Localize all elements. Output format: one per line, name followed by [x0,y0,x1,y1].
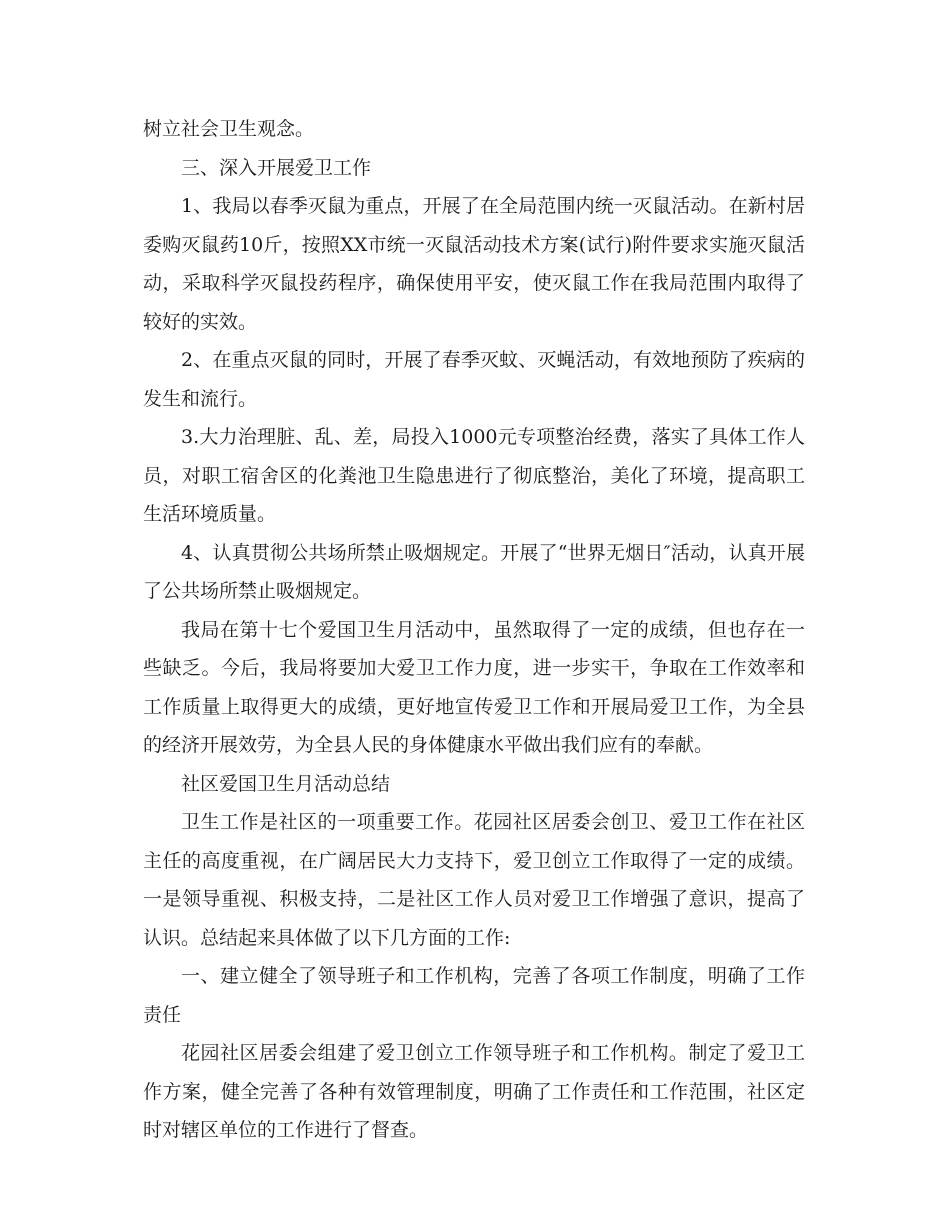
paragraph-sanitation: 3.大力治理脏、乱、差，局投入1000元专项整治经费，落实了具体工作人员，对职工宿舍区的化粪池卫生隐患进行了彻底整治，美化了环境，提高职工生活环境质量。 [143,426,805,525]
paragraph-community-intro: 卫生工作是社区的一项重要工作。花园社区居委会创卫、爱卫工作在社区主任的高度重视，在广阔居民大力支持下，爱卫创立工作取得了一定的成绩。一是领导重视、积极支持，二是社区工作人员对爱卫工作增强了意识，提高了认识。总结起来具体做了以下几方面的工作: [143,811,805,949]
paragraph-1: 树立社会卫生观念。 [143,118,315,140]
section-heading-1: 一、建立健全了领导班子和工作机构，完善了各项工作制度，明确了工作责任 [143,965,805,1026]
paragraph-mosquito-fly-control: 2、在重点灭鼠的同时，开展了春季灭蚊、灭蝇活动，有效地预防了疾病的发生和流行。 [143,349,805,410]
document-body [143,110,805,1150]
section-heading-3: 三、深入开展爱卫工作 [181,156,372,179]
paragraph-rodent-control: 1、我局以春季灭鼠为重点，开展了在全局范围内统一灭鼠活动。在新村居委购灭鼠药10斤，按照XX市统一灭鼠活动技术方案(试行)附件要求实施灭鼠活动，采取科学灭鼠投药程序，确保使用平安，使灭鼠工作在我局范围内取得了较好的实效。 [143,195,805,333]
paragraph-summary: 我局在第十七个爱国卫生月活动中，虽然取得了一定的成绩，但也存在一些缺乏。今后，我局将要加大爱卫工作力度，进一步实干，争取在工作效率和工作质量上取得更大的成绩，更好地宣传爱卫工作和开展局爱卫工作，为全县的经济开展效劳，为全县人民的身体健康水平做出我们应有的奉献。 [143,618,805,756]
paragraph-smoking-ban: 4、认真贯彻公共场所禁止吸烟规定。开展了“世界无烟日″活动，认真开展了公共场所禁止吸烟规定。 [143,541,805,602]
paragraph-organization: 花园社区居委会组建了爱卫创立工作领导班子和工作机构。制定了爱卫工作方案，健全完善了各种有效管理制度，明确了工作责任和工作范围，社区定时对辖区单位的工作进行了督查。 [143,1042,805,1141]
section-title-community: 社区爱国卫生月活动总结 [181,772,391,795]
